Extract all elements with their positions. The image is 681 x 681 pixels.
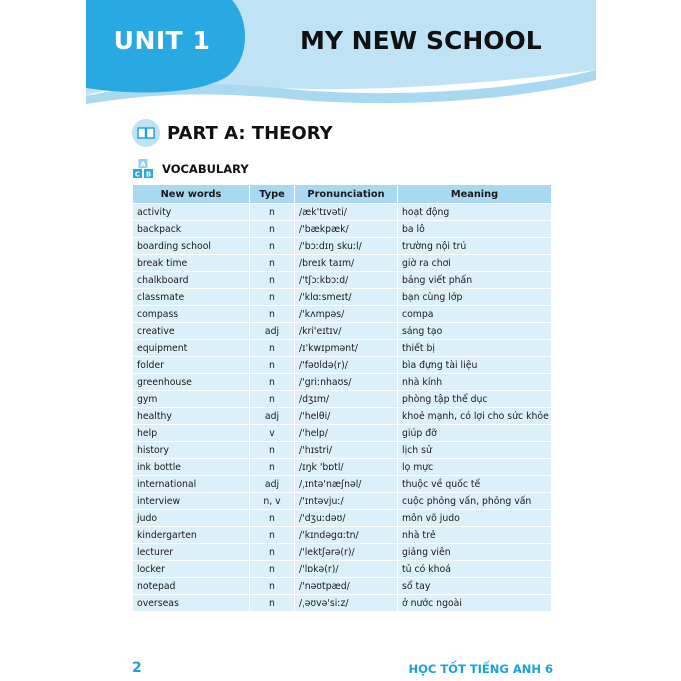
meaning-cell: nhà kính	[398, 374, 552, 391]
type-cell: n	[250, 510, 295, 527]
word-cell: classmate	[133, 289, 250, 306]
table-row	[133, 561, 552, 578]
table-row	[133, 289, 552, 306]
meaning-cell: sổ tay	[398, 578, 552, 595]
word-cell: folder	[133, 357, 250, 374]
vocabulary-heading	[132, 158, 249, 180]
meaning-cell: giờ ra chơi	[398, 255, 552, 272]
type-cell: n	[250, 306, 295, 323]
word-cell: kindergarten	[133, 527, 250, 544]
table-row	[133, 408, 552, 425]
table-row	[133, 323, 552, 340]
table-row	[133, 527, 552, 544]
table-row	[133, 374, 552, 391]
vocabulary-table	[132, 184, 552, 612]
table-row	[133, 476, 552, 493]
pronunciation-cell: /'kʌmpəs/	[295, 306, 398, 323]
pronunciation-cell: /'lektʃərə(r)/	[295, 544, 398, 561]
type-cell: n	[250, 578, 295, 595]
meaning-cell: lịch sử	[398, 442, 552, 459]
meaning-cell: giúp đỡ	[398, 425, 552, 442]
table-row	[133, 340, 552, 357]
table-row	[133, 578, 552, 595]
pronunciation-cell: /'bækpæk/	[295, 221, 398, 238]
table-row	[133, 238, 552, 255]
type-cell: n	[250, 374, 295, 391]
meaning-cell: trường nội trú	[398, 238, 552, 255]
part-title: PART A: THEORY	[167, 122, 333, 144]
header-pronunciation: Pronunciation	[295, 185, 398, 204]
table-row	[133, 255, 552, 272]
pronunciation-cell: /'nəʊtpæd/	[295, 578, 398, 595]
meaning-cell: bảng viết phấn	[398, 272, 552, 289]
type-cell: n	[250, 204, 295, 221]
pronunciation-cell: /ˌɪntə'næʃnəl/	[295, 476, 398, 493]
word-cell: equipment	[133, 340, 250, 357]
type-cell: n	[250, 442, 295, 459]
pronunciation-cell: /'bɔːdɪŋ skuːl/	[295, 238, 398, 255]
word-cell: judo	[133, 510, 250, 527]
type-cell: n	[250, 391, 295, 408]
type-cell: n	[250, 544, 295, 561]
table-row	[133, 357, 552, 374]
type-cell: n	[250, 340, 295, 357]
word-cell: compass	[133, 306, 250, 323]
type-cell: adj	[250, 323, 295, 340]
page-title: MY NEW SCHOOL	[300, 26, 542, 55]
table-row	[133, 459, 552, 476]
word-cell: boarding school	[133, 238, 250, 255]
table-row	[133, 391, 552, 408]
table-body	[133, 204, 552, 612]
pronunciation-cell: /'help/	[295, 425, 398, 442]
type-cell: n	[250, 238, 295, 255]
header-new-words: New words	[133, 185, 250, 204]
pronunciation-cell: /'ɪntəvjuː/	[295, 493, 398, 510]
table-row	[133, 204, 552, 221]
pronunciation-cell: /'helθi/	[295, 408, 398, 425]
type-cell: adj	[250, 476, 295, 493]
pronunciation-cell: /ˌəʊvə'siːz/	[295, 595, 398, 612]
table-header-row	[133, 185, 552, 204]
type-cell: v	[250, 425, 295, 442]
pronunciation-cell: /ɪ'kwɪpmənt/	[295, 340, 398, 357]
word-cell: chalkboard	[133, 272, 250, 289]
word-cell: greenhouse	[133, 374, 250, 391]
type-cell: n	[250, 527, 295, 544]
word-cell: notepad	[133, 578, 250, 595]
abc-block-letter: A	[140, 160, 146, 169]
book-title: HỌC TỐT TIẾNG ANH 6	[408, 662, 553, 676]
word-cell: healthy	[133, 408, 250, 425]
meaning-cell: lọ mực	[398, 459, 552, 476]
table-row	[133, 595, 552, 612]
meaning-cell: compa	[398, 306, 552, 323]
pronunciation-cell: /'lɒkə(r)/	[295, 561, 398, 578]
header-meaning: Meaning	[398, 185, 552, 204]
meaning-cell: hoạt động	[398, 204, 552, 221]
unit-label: UNIT 1	[113, 26, 211, 55]
word-cell: overseas	[133, 595, 250, 612]
meaning-cell: thiết bị	[398, 340, 552, 357]
word-cell: break time	[133, 255, 250, 272]
page-number: 2	[132, 660, 142, 676]
table-row	[133, 221, 552, 238]
word-cell: help	[133, 425, 250, 442]
pronunciation-cell: /'dʒuːdəʊ/	[295, 510, 398, 527]
meaning-cell: bạn cùng lớp	[398, 289, 552, 306]
pronunciation-cell: /'tʃɔːkbɔːd/	[295, 272, 398, 289]
vocabulary-title: VOCABULARY	[162, 162, 249, 176]
pronunciation-cell: /dʒɪm/	[295, 391, 398, 408]
table-row	[133, 306, 552, 323]
table-row	[133, 272, 552, 289]
meaning-cell: môn võ judo	[398, 510, 552, 527]
abc-block-letter: B	[145, 170, 152, 179]
header-banner	[0, 0, 681, 110]
word-cell: interview	[133, 493, 250, 510]
table-row	[133, 442, 552, 459]
table-row	[133, 510, 552, 527]
abc-blocks-icon	[132, 158, 158, 180]
type-cell: n	[250, 595, 295, 612]
part-heading	[132, 118, 333, 148]
word-cell: ink bottle	[133, 459, 250, 476]
word-cell: lecturer	[133, 544, 250, 561]
header-type: Type	[250, 185, 295, 204]
meaning-cell: bìa đựng tài liệu	[398, 357, 552, 374]
word-cell: backpack	[133, 221, 250, 238]
meaning-cell: nhà trẻ	[398, 527, 552, 544]
meaning-cell: khoẻ mạnh, có lợi cho sức khỏe	[398, 408, 552, 425]
type-cell: adj	[250, 408, 295, 425]
word-cell: history	[133, 442, 250, 459]
table-row	[133, 493, 552, 510]
table-row	[133, 425, 552, 442]
type-cell: n	[250, 561, 295, 578]
meaning-cell: tủ có khoá	[398, 561, 552, 578]
type-cell: n, v	[250, 493, 295, 510]
word-cell: gym	[133, 391, 250, 408]
pronunciation-cell: /'fəʊldə(r)/	[295, 357, 398, 374]
table-row	[133, 544, 552, 561]
type-cell: n	[250, 221, 295, 238]
header-banner-art	[0, 0, 681, 110]
meaning-cell: giảng viên	[398, 544, 552, 561]
meaning-cell: thuộc về quốc tế	[398, 476, 552, 493]
type-cell: n	[250, 255, 295, 272]
type-cell: n	[250, 289, 295, 306]
pronunciation-cell: /'kɪndəgɑːtn/	[295, 527, 398, 544]
type-cell: n	[250, 459, 295, 476]
pronunciation-cell: /kri'eɪtɪv/	[295, 323, 398, 340]
meaning-cell: cuộc phỏng vấn, phỏng vấn	[398, 493, 552, 510]
pronunciation-cell: /'griːnhaʊs/	[295, 374, 398, 391]
word-cell: activity	[133, 204, 250, 221]
type-cell: n	[250, 357, 295, 374]
word-cell: locker	[133, 561, 250, 578]
meaning-cell: phòng tập thể dục	[398, 391, 552, 408]
meaning-cell: ba lô	[398, 221, 552, 238]
word-cell: international	[133, 476, 250, 493]
meaning-cell: ở nước ngoài	[398, 595, 552, 612]
abc-block-letter: C	[134, 170, 141, 179]
word-cell: creative	[133, 323, 250, 340]
type-cell: n	[250, 272, 295, 289]
pronunciation-cell: /'klɑːsmeɪt/	[295, 289, 398, 306]
pronunciation-cell: /æk'tɪvəti/	[295, 204, 398, 221]
meaning-cell: sáng tạo	[398, 323, 552, 340]
book-icon	[132, 119, 160, 147]
pronunciation-cell: /ɪŋk 'bɒtl/	[295, 459, 398, 476]
pronunciation-cell: /'hɪstri/	[295, 442, 398, 459]
pronunciation-cell: /breɪk taɪm/	[295, 255, 398, 272]
